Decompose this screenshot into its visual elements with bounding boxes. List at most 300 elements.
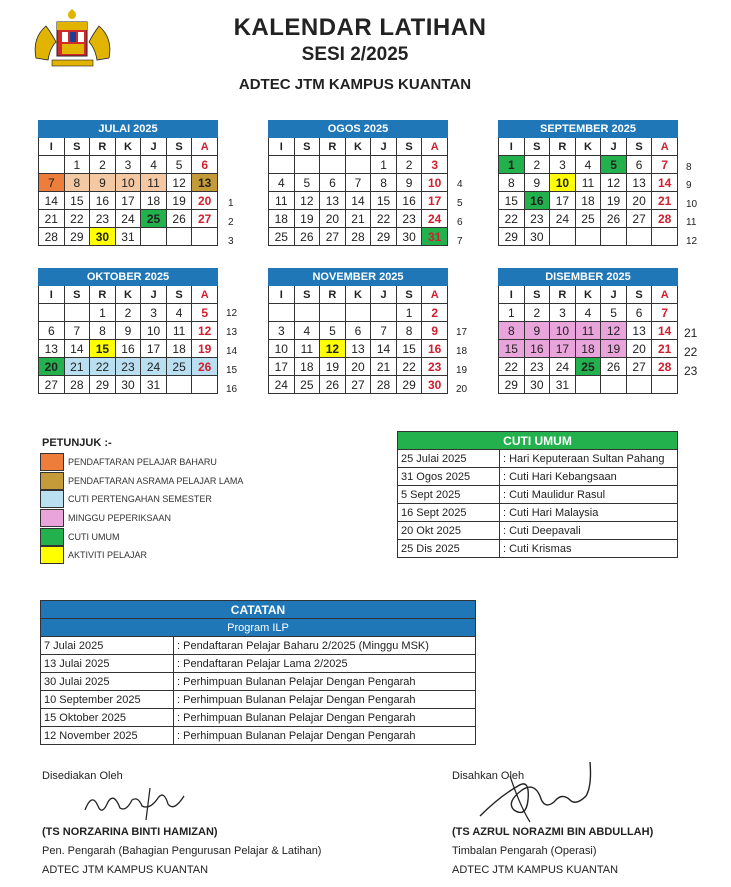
week-number: 2 bbox=[228, 217, 234, 228]
day-cell: 15 bbox=[90, 340, 116, 358]
week-number: 16 bbox=[226, 384, 238, 395]
day-header: S bbox=[626, 286, 652, 304]
table-row bbox=[398, 468, 678, 486]
week-number: 15 bbox=[226, 365, 238, 376]
day-cell: 28 bbox=[64, 376, 90, 394]
day-cell bbox=[269, 156, 295, 174]
day-cell: 4 bbox=[141, 156, 167, 174]
coat-of-arms-logo bbox=[30, 8, 115, 72]
day-cell: 19 bbox=[166, 192, 192, 210]
week-number: 22 bbox=[684, 345, 698, 359]
day-header: A bbox=[192, 138, 218, 156]
holiday-desc: : Cuti Hari Malaysia bbox=[500, 504, 678, 522]
day-cell: 20 bbox=[192, 192, 218, 210]
day-cell: 16 bbox=[524, 340, 550, 358]
week-number: 9 bbox=[686, 180, 692, 191]
holiday-date: 5 Sept 2025 bbox=[398, 486, 500, 504]
calendar-month-ogos bbox=[268, 120, 448, 246]
day-cell: 11 bbox=[141, 174, 167, 192]
day-header: I bbox=[269, 286, 295, 304]
day-cell: 26 bbox=[320, 376, 346, 394]
day-cell: 30 bbox=[115, 376, 141, 394]
week-number: 12 bbox=[226, 308, 238, 319]
table-row bbox=[41, 673, 476, 691]
day-cell: 1 bbox=[90, 304, 116, 322]
day-cell: 17 bbox=[269, 358, 295, 376]
day-cell: 27 bbox=[626, 358, 652, 376]
legend-item bbox=[40, 528, 120, 546]
day-cell bbox=[294, 156, 320, 174]
day-cell: 7 bbox=[652, 304, 678, 322]
week-number: 5 bbox=[457, 198, 463, 209]
day-cell: 7 bbox=[64, 322, 90, 340]
day-cell: 27 bbox=[320, 228, 346, 246]
week-number: 8 bbox=[686, 162, 692, 173]
day-cell: 26 bbox=[294, 228, 320, 246]
day-cell: 27 bbox=[345, 376, 371, 394]
day-header: R bbox=[550, 138, 576, 156]
day-cell: 28 bbox=[345, 228, 371, 246]
day-cell: 17 bbox=[550, 340, 576, 358]
day-cell: 23 bbox=[115, 358, 141, 376]
day-cell: 21 bbox=[64, 358, 90, 376]
day-cell bbox=[371, 304, 397, 322]
day-cell: 7 bbox=[652, 156, 678, 174]
note-desc: : Pendaftaran Pelajar Baharu 2/2025 (Minggu MSK) bbox=[174, 637, 476, 655]
day-cell: 13 bbox=[626, 174, 652, 192]
day-cell: 27 bbox=[39, 376, 65, 394]
day-cell: 30 bbox=[422, 376, 448, 394]
note-date: 12 November 2025 bbox=[41, 727, 174, 745]
day-cell: 22 bbox=[64, 210, 90, 228]
day-cell: 3 bbox=[550, 156, 576, 174]
day-cell: 22 bbox=[499, 210, 525, 228]
day-cell bbox=[166, 228, 192, 246]
table-row bbox=[41, 637, 476, 655]
signature-left-image bbox=[80, 782, 190, 824]
day-cell bbox=[345, 304, 371, 322]
day-cell: 28 bbox=[39, 228, 65, 246]
legend-label: CUTI UMUM bbox=[68, 532, 120, 542]
day-cell: 26 bbox=[166, 210, 192, 228]
day-cell: 24 bbox=[115, 210, 141, 228]
day-cell: 5 bbox=[166, 156, 192, 174]
day-cell: 1 bbox=[499, 304, 525, 322]
day-cell: 6 bbox=[192, 156, 218, 174]
day-cell: 3 bbox=[550, 304, 576, 322]
week-number: 21 bbox=[684, 326, 698, 340]
day-cell: 2 bbox=[422, 304, 448, 322]
note-date: 13 Julai 2025 bbox=[41, 655, 174, 673]
day-cell: 4 bbox=[575, 304, 601, 322]
holiday-date: 20 Okt 2025 bbox=[398, 522, 500, 540]
legend-swatch bbox=[40, 472, 64, 490]
day-header: R bbox=[90, 286, 116, 304]
day-cell: 10 bbox=[550, 322, 576, 340]
month-header: SEPTEMBER 2025 bbox=[499, 121, 678, 138]
note-desc: : Perhimpuan Bulanan Pelajar Dengan Pengarah bbox=[174, 709, 476, 727]
prepared-by-org: ADTEC JTM KAMPUS KUANTAN bbox=[42, 864, 209, 876]
day-cell: 12 bbox=[601, 174, 627, 192]
day-cell: 15 bbox=[64, 192, 90, 210]
day-cell bbox=[269, 304, 295, 322]
holiday-date: 31 Ogos 2025 bbox=[398, 468, 500, 486]
day-cell: 26 bbox=[192, 358, 218, 376]
day-cell: 22 bbox=[499, 358, 525, 376]
day-header: K bbox=[345, 138, 371, 156]
day-cell: 23 bbox=[422, 358, 448, 376]
week-number: 4 bbox=[457, 179, 463, 190]
table-row bbox=[41, 727, 476, 745]
signature-right-image bbox=[470, 756, 620, 828]
day-cell: 20 bbox=[626, 340, 652, 358]
day-header: K bbox=[115, 138, 141, 156]
day-header: S bbox=[166, 286, 192, 304]
day-cell: 31 bbox=[115, 228, 141, 246]
day-cell: 26 bbox=[601, 210, 627, 228]
day-cell: 1 bbox=[499, 156, 525, 174]
legend-swatch bbox=[40, 453, 64, 471]
day-cell: 15 bbox=[396, 340, 422, 358]
month-header: NOVEMBER 2025 bbox=[269, 269, 448, 286]
day-cell: 30 bbox=[524, 228, 550, 246]
day-cell: 17 bbox=[422, 192, 448, 210]
legend-title: PETUNJUK :- bbox=[42, 437, 112, 449]
day-cell: 16 bbox=[90, 192, 116, 210]
legend-item bbox=[40, 472, 243, 490]
day-header: K bbox=[345, 286, 371, 304]
day-cell: 3 bbox=[422, 156, 448, 174]
day-cell: 15 bbox=[499, 192, 525, 210]
day-cell: 12 bbox=[601, 322, 627, 340]
day-cell: 6 bbox=[320, 174, 346, 192]
day-cell: 1 bbox=[396, 304, 422, 322]
holiday-date: 16 Sept 2025 bbox=[398, 504, 500, 522]
day-cell bbox=[294, 304, 320, 322]
day-cell: 20 bbox=[39, 358, 65, 376]
day-cell: 4 bbox=[166, 304, 192, 322]
day-header: S bbox=[396, 286, 422, 304]
week-number: 23 bbox=[684, 364, 698, 378]
day-header: K bbox=[575, 138, 601, 156]
note-date: 30 Julai 2025 bbox=[41, 673, 174, 691]
day-cell: 16 bbox=[524, 192, 550, 210]
day-cell: 31 bbox=[141, 376, 167, 394]
day-cell: 25 bbox=[141, 210, 167, 228]
day-cell: 19 bbox=[294, 210, 320, 228]
notes-title: CATATAN bbox=[41, 601, 476, 619]
day-cell: 11 bbox=[294, 340, 320, 358]
day-cell bbox=[192, 228, 218, 246]
day-cell: 26 bbox=[601, 358, 627, 376]
session-title: SESI 2/2025 bbox=[301, 44, 409, 65]
week-number: 12 bbox=[686, 236, 698, 247]
day-cell: 12 bbox=[320, 340, 346, 358]
day-header: K bbox=[575, 286, 601, 304]
day-cell: 14 bbox=[39, 192, 65, 210]
day-header: J bbox=[371, 138, 397, 156]
day-header: S bbox=[626, 138, 652, 156]
day-cell: 11 bbox=[575, 174, 601, 192]
day-cell: 25 bbox=[294, 376, 320, 394]
day-cell: 21 bbox=[652, 340, 678, 358]
holiday-desc: : Cuti Maulidur Rasul bbox=[500, 486, 678, 504]
day-header: K bbox=[115, 286, 141, 304]
note-desc: : Pendaftaran Pelajar Lama 2/2025 bbox=[174, 655, 476, 673]
day-cell: 5 bbox=[601, 304, 627, 322]
day-cell: 24 bbox=[422, 210, 448, 228]
day-cell: 22 bbox=[396, 358, 422, 376]
day-cell: 20 bbox=[320, 210, 346, 228]
day-cell: 13 bbox=[320, 192, 346, 210]
day-cell: 29 bbox=[64, 228, 90, 246]
day-cell: 21 bbox=[345, 210, 371, 228]
day-cell: 10 bbox=[550, 174, 576, 192]
day-cell bbox=[601, 228, 627, 246]
day-cell: 5 bbox=[294, 174, 320, 192]
day-cell bbox=[550, 228, 576, 246]
day-cell: 20 bbox=[626, 192, 652, 210]
week-number: 11 bbox=[686, 217, 697, 228]
day-cell: 9 bbox=[422, 322, 448, 340]
day-header: J bbox=[601, 286, 627, 304]
day-cell: 2 bbox=[115, 304, 141, 322]
day-cell: 25 bbox=[269, 228, 295, 246]
week-number: 3 bbox=[228, 236, 234, 247]
day-cell: 24 bbox=[141, 358, 167, 376]
day-cell: 16 bbox=[115, 340, 141, 358]
day-cell: 12 bbox=[166, 174, 192, 192]
day-cell: 14 bbox=[345, 192, 371, 210]
day-cell: 1 bbox=[64, 156, 90, 174]
day-cell: 9 bbox=[90, 174, 116, 192]
day-cell: 30 bbox=[524, 376, 550, 394]
day-cell: 10 bbox=[141, 322, 167, 340]
note-desc: : Perhimpuan Bulanan Pelajar Dengan Pengarah bbox=[174, 691, 476, 709]
day-cell: 23 bbox=[90, 210, 116, 228]
day-cell: 16 bbox=[422, 340, 448, 358]
day-cell: 6 bbox=[345, 322, 371, 340]
day-cell: 29 bbox=[90, 376, 116, 394]
institution-title: ADTEC JTM KAMPUS KUANTAN bbox=[238, 76, 472, 93]
week-number: 6 bbox=[457, 217, 463, 228]
legend-label: PENDAFTARAN ASRAMA PELAJAR LAMA bbox=[68, 476, 244, 486]
day-cell: 23 bbox=[524, 358, 550, 376]
day-cell: 2 bbox=[396, 156, 422, 174]
note-desc: : Perhimpuan Bulanan Pelajar Dengan Pengarah bbox=[174, 727, 476, 745]
day-cell: 18 bbox=[141, 192, 167, 210]
day-cell: 29 bbox=[396, 376, 422, 394]
day-cell: 23 bbox=[396, 210, 422, 228]
day-cell bbox=[626, 228, 652, 246]
month-header: JULAI 2025 bbox=[39, 121, 218, 138]
day-cell bbox=[192, 376, 218, 394]
day-header: R bbox=[320, 138, 346, 156]
day-header: I bbox=[39, 138, 65, 156]
day-header: J bbox=[141, 138, 167, 156]
day-cell: 3 bbox=[141, 304, 167, 322]
approved-by-caption: Disahkan Oleh bbox=[452, 770, 525, 782]
day-cell: 17 bbox=[115, 192, 141, 210]
month-header: DISEMBER 2025 bbox=[499, 269, 678, 286]
legend-item bbox=[40, 509, 171, 527]
holiday-desc: : Hari Keputeraan Sultan Pahang bbox=[500, 450, 678, 468]
table-row bbox=[398, 504, 678, 522]
day-cell: 22 bbox=[371, 210, 397, 228]
calendar-month-disember bbox=[498, 268, 678, 394]
holiday-desc: : Cuti Deepavali bbox=[500, 522, 678, 540]
day-cell: 18 bbox=[269, 210, 295, 228]
day-cell: 28 bbox=[371, 376, 397, 394]
day-cell: 10 bbox=[422, 174, 448, 192]
day-header: I bbox=[499, 138, 525, 156]
day-header: S bbox=[166, 138, 192, 156]
day-header: R bbox=[320, 286, 346, 304]
note-desc: : Perhimpuan Bulanan Pelajar Dengan Pengarah bbox=[174, 673, 476, 691]
day-cell: 16 bbox=[396, 192, 422, 210]
notes-subtitle: Program ILP bbox=[41, 619, 476, 637]
day-cell: 4 bbox=[575, 156, 601, 174]
calendar-month-september bbox=[498, 120, 678, 246]
day-cell: 6 bbox=[39, 322, 65, 340]
legend-swatch bbox=[40, 490, 64, 508]
day-header: J bbox=[601, 138, 627, 156]
day-cell: 31 bbox=[550, 376, 576, 394]
day-cell: 29 bbox=[371, 228, 397, 246]
day-header: S bbox=[64, 138, 90, 156]
day-cell: 22 bbox=[90, 358, 116, 376]
day-header: J bbox=[141, 286, 167, 304]
day-cell: 7 bbox=[371, 322, 397, 340]
day-cell: 9 bbox=[115, 322, 141, 340]
day-cell: 8 bbox=[64, 174, 90, 192]
table-row bbox=[41, 655, 476, 673]
day-cell: 8 bbox=[371, 174, 397, 192]
week-number: 17 bbox=[456, 327, 468, 338]
holiday-desc: : Cuti Hari Kebangsaan bbox=[500, 468, 678, 486]
legend-label: CUTI PERTENGAHAN SEMESTER bbox=[68, 494, 212, 504]
day-header: A bbox=[652, 286, 678, 304]
legend-swatch bbox=[40, 546, 64, 564]
day-cell bbox=[166, 376, 192, 394]
day-cell: 9 bbox=[524, 322, 550, 340]
day-cell: 30 bbox=[90, 228, 116, 246]
week-number: 13 bbox=[226, 327, 238, 338]
legend-swatch bbox=[40, 528, 64, 546]
day-cell bbox=[345, 156, 371, 174]
day-cell: 21 bbox=[652, 192, 678, 210]
day-cell: 5 bbox=[601, 156, 627, 174]
day-cell: 8 bbox=[396, 322, 422, 340]
day-cell: 19 bbox=[601, 340, 627, 358]
day-cell: 28 bbox=[652, 358, 678, 376]
day-cell: 18 bbox=[575, 192, 601, 210]
day-cell: 4 bbox=[294, 322, 320, 340]
day-cell: 28 bbox=[652, 210, 678, 228]
day-header: R bbox=[90, 138, 116, 156]
calendar-month-julai bbox=[38, 120, 218, 246]
legend-swatch bbox=[40, 509, 64, 527]
note-date: 10 September 2025 bbox=[41, 691, 174, 709]
day-cell bbox=[320, 304, 346, 322]
notes-table bbox=[40, 600, 476, 745]
day-cell: 10 bbox=[115, 174, 141, 192]
day-cell: 27 bbox=[626, 210, 652, 228]
week-number: 18 bbox=[456, 346, 468, 357]
legend-item bbox=[40, 546, 147, 564]
day-cell: 13 bbox=[192, 174, 218, 192]
day-cell: 15 bbox=[499, 340, 525, 358]
week-number: 10 bbox=[686, 199, 698, 210]
day-cell: 7 bbox=[39, 174, 65, 192]
day-cell: 2 bbox=[90, 156, 116, 174]
day-cell: 11 bbox=[269, 192, 295, 210]
day-cell: 9 bbox=[396, 174, 422, 192]
day-header: J bbox=[371, 286, 397, 304]
legend-item bbox=[40, 453, 217, 471]
day-cell: 25 bbox=[575, 358, 601, 376]
day-cell: 24 bbox=[550, 358, 576, 376]
day-cell bbox=[575, 228, 601, 246]
table-row bbox=[41, 691, 476, 709]
day-header: I bbox=[39, 286, 65, 304]
day-header: R bbox=[550, 286, 576, 304]
day-cell: 11 bbox=[575, 322, 601, 340]
week-number: 19 bbox=[456, 365, 468, 376]
day-header: I bbox=[499, 286, 525, 304]
day-cell bbox=[320, 156, 346, 174]
day-cell: 31 bbox=[422, 228, 448, 246]
legend-label: AKTIVITI PELAJAR bbox=[68, 550, 148, 560]
public-holidays-title: CUTI UMUM bbox=[398, 432, 678, 450]
week-number: 7 bbox=[457, 236, 463, 247]
day-cell: 14 bbox=[371, 340, 397, 358]
holiday-date: 25 Julai 2025 bbox=[398, 450, 500, 468]
calendar-month-november bbox=[268, 268, 448, 394]
day-cell: 7 bbox=[345, 174, 371, 192]
week-number: 14 bbox=[226, 346, 238, 357]
day-cell: 14 bbox=[64, 340, 90, 358]
day-cell: 13 bbox=[626, 322, 652, 340]
day-header: I bbox=[269, 138, 295, 156]
day-cell: 29 bbox=[499, 376, 525, 394]
day-cell: 12 bbox=[294, 192, 320, 210]
day-header: S bbox=[396, 138, 422, 156]
day-cell: 8 bbox=[499, 322, 525, 340]
day-cell: 5 bbox=[320, 322, 346, 340]
day-cell: 20 bbox=[345, 358, 371, 376]
day-cell: 25 bbox=[575, 210, 601, 228]
day-cell bbox=[626, 376, 652, 394]
day-cell: 23 bbox=[524, 210, 550, 228]
day-cell: 9 bbox=[524, 174, 550, 192]
prepared-by-caption: Disediakan Oleh bbox=[42, 770, 123, 782]
day-header: S bbox=[524, 286, 550, 304]
day-cell: 13 bbox=[345, 340, 371, 358]
day-cell: 30 bbox=[396, 228, 422, 246]
day-header: S bbox=[294, 286, 320, 304]
day-cell: 11 bbox=[166, 322, 192, 340]
day-cell: 14 bbox=[652, 322, 678, 340]
day-cell: 2 bbox=[524, 304, 550, 322]
day-cell bbox=[39, 304, 65, 322]
day-header: S bbox=[294, 138, 320, 156]
day-cell: 21 bbox=[39, 210, 65, 228]
week-number: 1 bbox=[228, 198, 234, 209]
day-cell: 6 bbox=[626, 304, 652, 322]
day-cell: 6 bbox=[626, 156, 652, 174]
day-cell: 4 bbox=[269, 174, 295, 192]
